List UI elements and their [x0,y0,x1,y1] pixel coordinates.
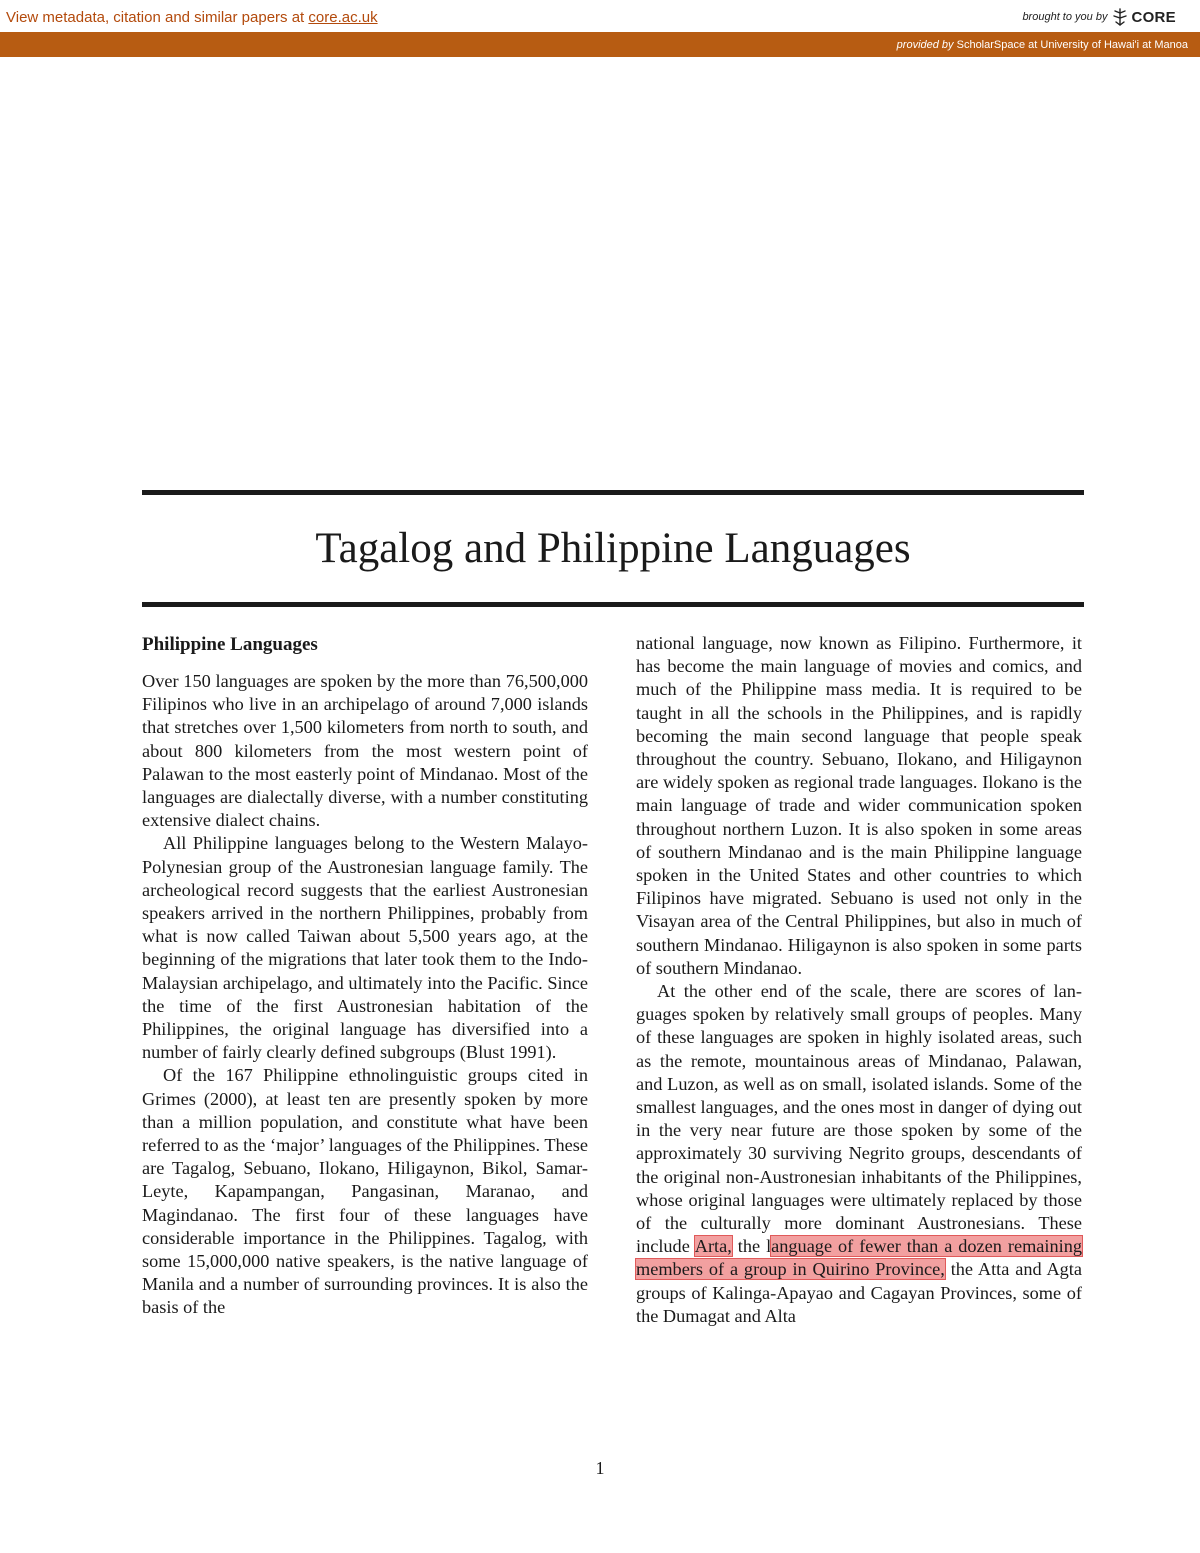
core-metadata-link[interactable] [6,9,378,26]
core-header [0,0,1200,32]
paragraph: Of the 167 Philippine ethnolinguistic groups cited in Grimes (2000), at least ten are presently spoken by more than a million population, and constitute what have been referred to as the ‘major’ languages of the Philippines. These are Tagalog, Sebuano, Ilokano, Hiligaynon, Bikol, Samar-Leyte, Kapampangan, Pangasinan, Maranao, and Magindanao. The first four of these languages have considerable importance in the Philippines. Tagalog, with some 15,000,000 native speakers, is the native language of Manila and a number of surrounding provinces. It is also the basis of the [142,1065,588,1318]
core-brand-name: CORE [1131,8,1176,26]
title-rule-bottom [142,602,1084,607]
provided-label: provided by [896,39,954,51]
highlight-annotation[interactable]: Arta, [694,1236,732,1257]
title-rule-top [142,490,1084,495]
section-heading: Philippine Languages [142,634,318,655]
core-provided-bar [0,32,1200,57]
core-link-url[interactable]: core.ac.uk [308,9,378,26]
provided-source[interactable]: ScholarSpace at University of Hawai'i at Manoa [956,39,1188,51]
text-run: At the other end of the scale, there are scores of languages spoken by relatively small groups of peoples. Many of these languages are spoken in highly isolated areas, such as the remote, mountainous areas of Mindanao, Palawan, and Luzon, as well as on small, isolated islands. Some of the smallest languages, and the ones most in danger of dying out in the very near future are those spoken by some of the approximately 30 surviving Negrito groups, descendants of the original non-Austronesian inhabitants of the Philippines, whose original languages were ultimately replaced by those of the culturally more dominant Austronesians. These include [636,981,1082,1257]
highlight-annotation[interactable]: anguage of fewer than a dozen remaining members of a group in Quirino Province, [636,1236,1082,1280]
paragraph: national language, now known as Filipino. Furthermore, it has become the main language of movies and comics, and much of the Philippine mass media. It is required to be taught in all the schools in the Philippines, and is rapidly becoming the main second language that people speak throughout the country. Sebuano, Ilokano, and Hiligaynon are widely spoken as regional trade languages. Ilokano is the main language of trade and wider communication spoken throughout northern Luzon. It is also spoken in some areas of southern Mindanao and is the main Philippine language spoken in the United States and other countries to which Filipinos have migrated. Sebuano is used not only in the Visayan area of the Central Philippines, but also in much of southern Mindanao. Hiligaynon is also spoken in some parts of southern Mindanao. [636,633,1082,978]
brought-to-you-text: brought to you by [1022,11,1108,23]
core-brand[interactable] [1022,5,1176,29]
core-logo-icon [1111,7,1129,27]
paragraph: All Philippine languages belong to the Western Malayo-Polynesian group of the Austronesian language family. The archeological record suggests that the earliest Austronesian speakers arrived in the northern Philippines, probably from what is now called Taiwan about 5,500 years ago, at the beginning of the migrations that later took them to the Indo-Malaysian archipelago, and ultimately into the Pacific. Since the time of the first Austronesian habitation of the Philippines, the original language has diversified into a number of fairly clearly defined subgroups (Blust 1991). [142,833,588,1063]
text-run: the Atta and Agta groups of Kalinga-Apayao and Cagayan Provinces, some of the Dumagat and Alta [636,1259,1082,1326]
text-run: the l [731,1236,772,1257]
left-column [142,632,588,1320]
page-title: Tagalog and Philippine Languages [315,525,911,572]
provided-by-text [897,39,1188,51]
page-number: 1 [595,1458,605,1478]
right-column [636,632,1082,1328]
paragraph: Over 150 languages are spoken by the more than 76,500,000 Filipinos who live in an archipelago of around 7,000 islands that stretches over 1,500 kilometers from north to south, and about 800 kilometers from the most western point of Palawan to the most easterly point of Mindanao. Most of the languages are dialectally diverse, with a number constituting extensive dialect chains. [142,671,588,831]
core-link-prefix: View metadata, citation and similar papers at [6,9,309,26]
paragraph-with-highlights [636,980,1082,1328]
